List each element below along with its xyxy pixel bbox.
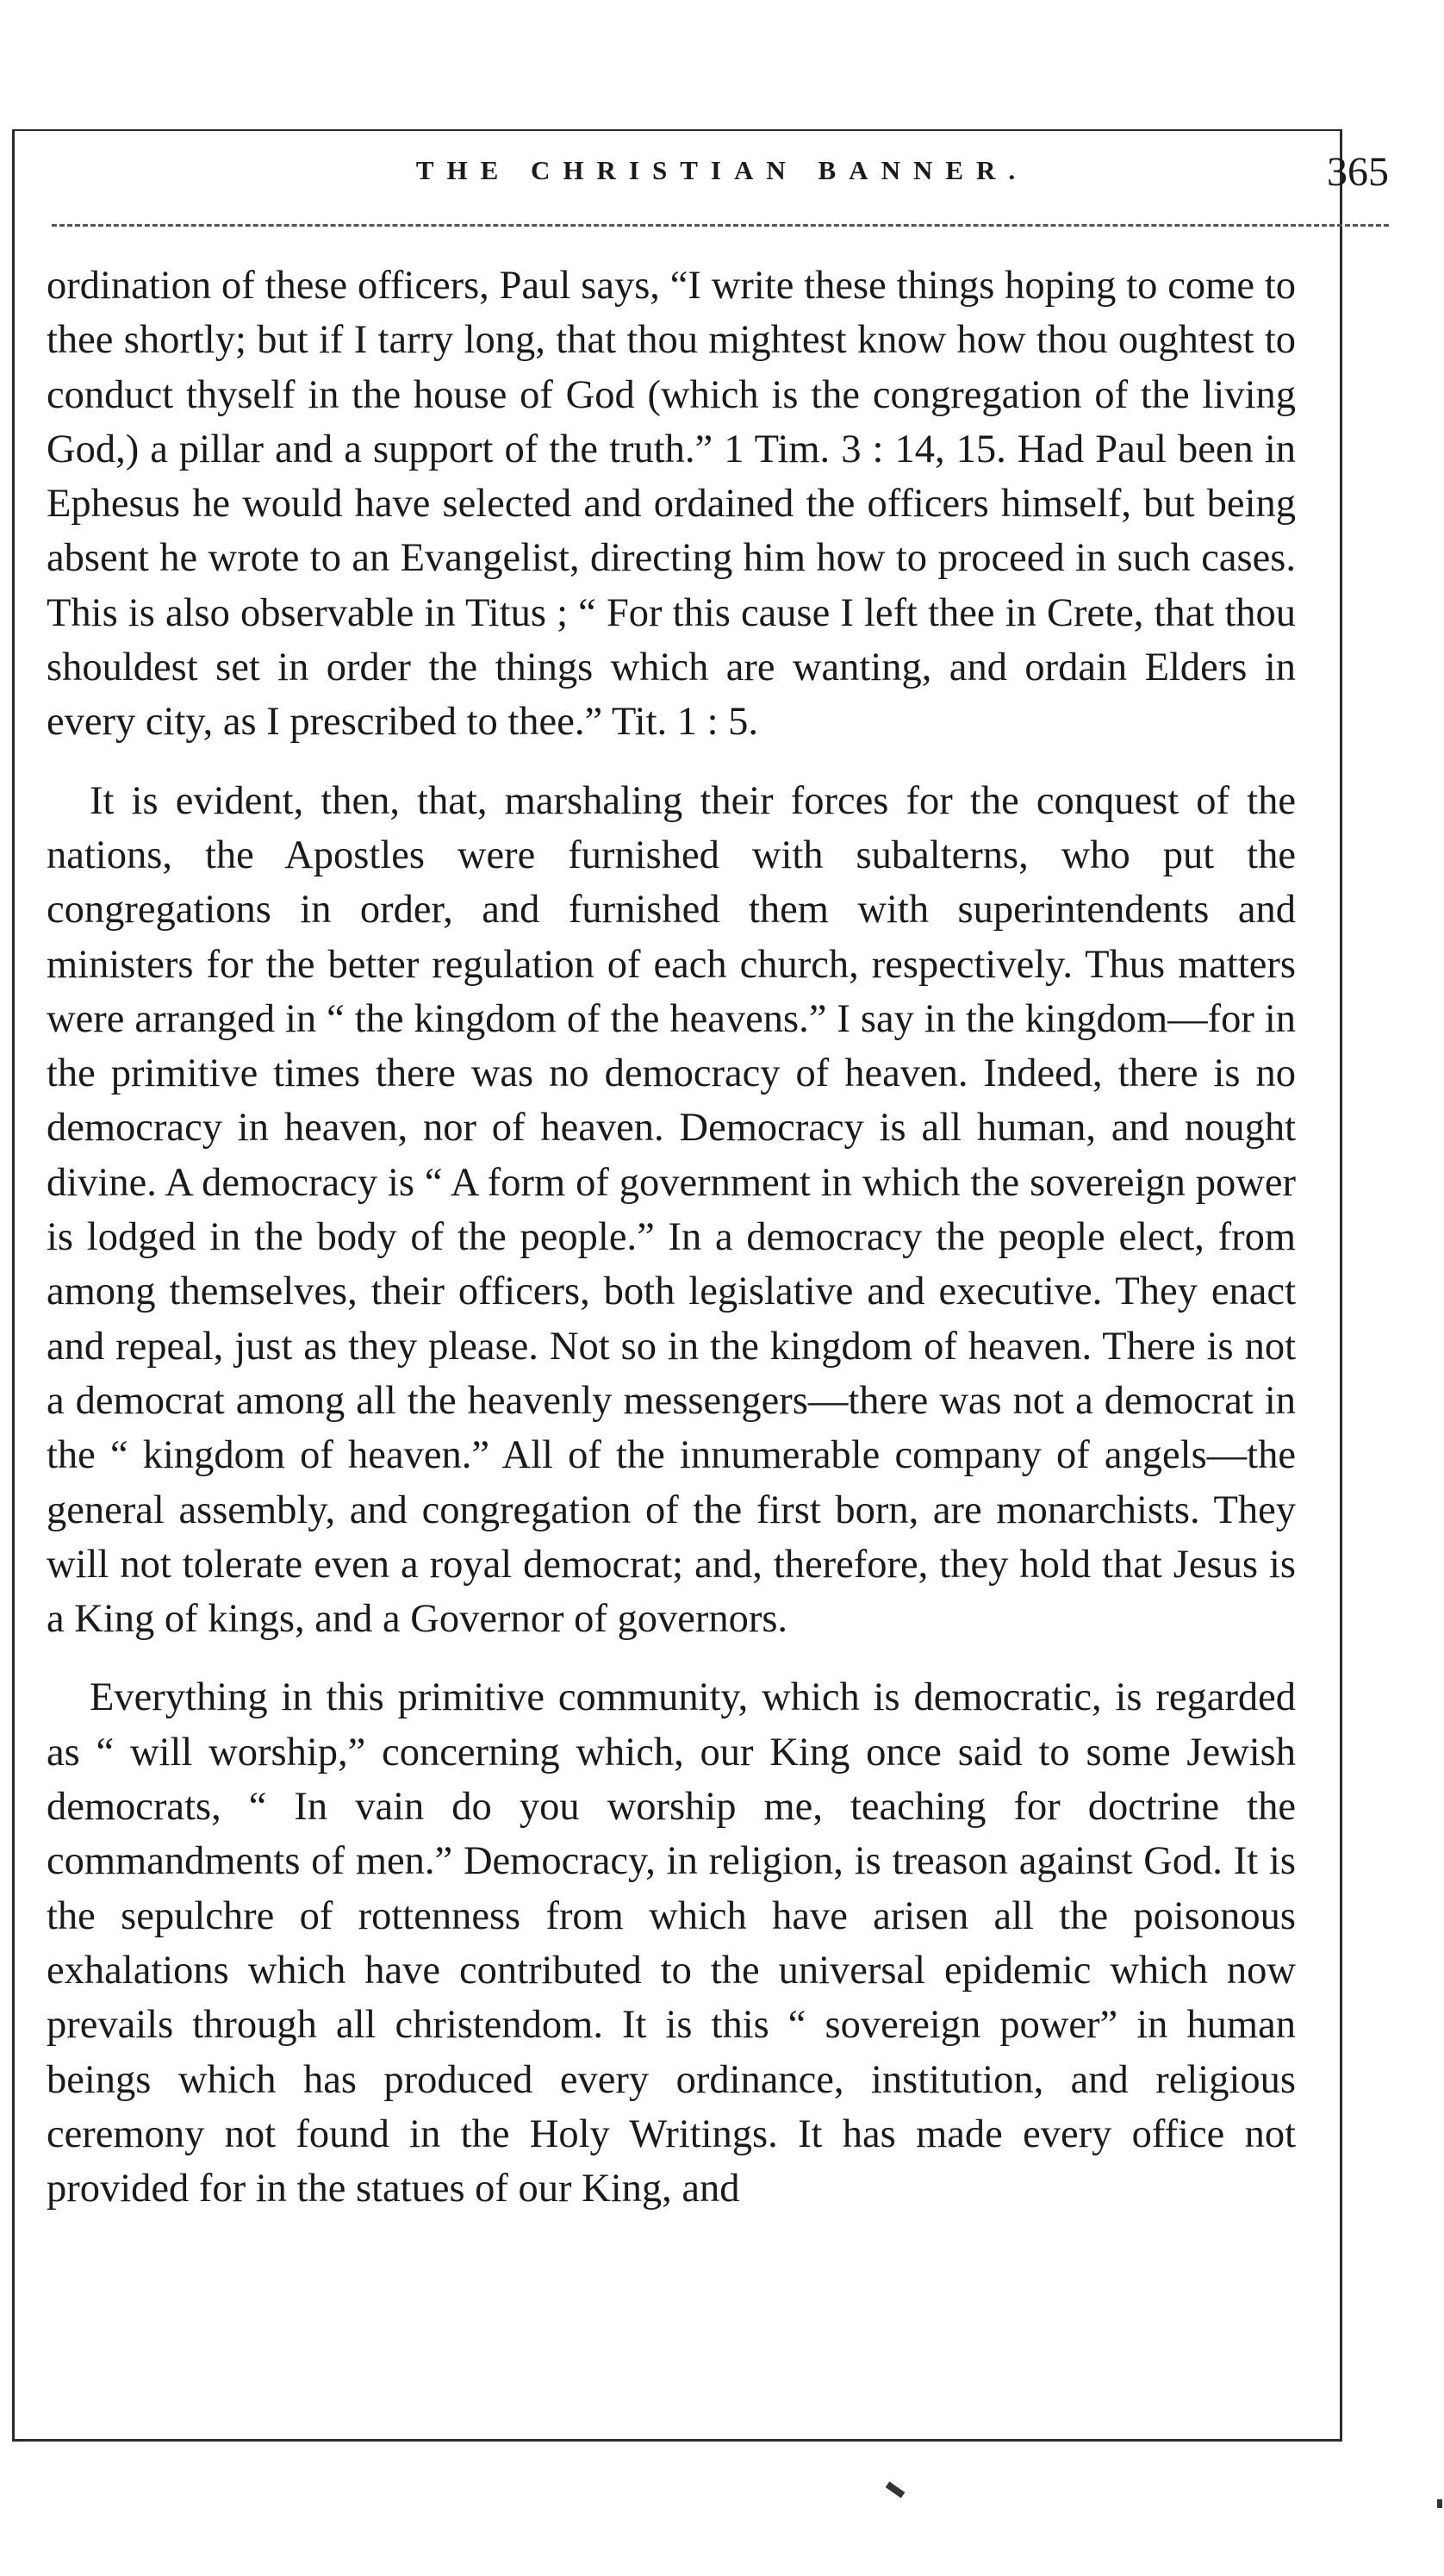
running-title: THE CHRISTIAN BANNER. — [415, 155, 1029, 185]
paragraph-2: It is evident, then, that, marshaling their forces for the conquest of the nations, the Apostles were furnished with subalterns, who put the congregations in order, and furnished them with superintendents and ministers for the better regulation of each church, respectively. Thus matters were arranged in “ the kingdom of the heavens.” I say in the kingdom—for in the primitive times there was no democracy of heaven. Indeed, there is no democracy in heaven, nor of heaven. Democracy is all human, and nought divine. A democracy is “ A form of government in which the sovereign power is lodged in the body of the people.” In a democracy the people elect, from among themselves, their officers, both legislative and executive. They enact and repeal, just as they please. Not so in the kingdom of heaven. There is not a democrat among all the heavenly messengers—there was not a democrat in the “ kingdom of heaven.” All of the innumerable company of angels—the general assembly, and congregation of the first born, are monarchists. They will not tolerate even a royal democrat; and, therefore, they hold that Jesus is a King of kings, and a Governor of governors. — [47, 778, 1296, 1642]
body-text — [47, 259, 1296, 2240]
edge-ink-speck — [1437, 2499, 1442, 2508]
page-number: 365 — [1327, 149, 1389, 195]
running-header — [34, 148, 1410, 200]
paragraph-3: Everything in this primitive community, which is democratic, is regarded as “ will worship,” concerning which, our King once said to some Jewish democrats, “ In vain do you worship me, teaching for doctrine the commandments of men.” Democracy, in religion, is treason against God. It is the sepulchre of rottenness from which have arisen all the poisonous exhalations which have contributed to the universal epidemic which now prevails through all christendom. It is this “ sovereign power” in human beings which has produced every ordinance, institution, and religious ceremony not found in the Holy Writings. It has made every office not provided for in the statues of our King, and — [47, 1675, 1296, 2211]
paragraph-1: ordination of these officers, Paul says, “I write these things hoping to come to thee shortly; but if I tarry long, that thou mightest know how thou oughtest to conduct thyself in the house of God (which is the congregation of the living God,) a pillar and a support of the truth.” 1 Tim. 3 : 14, 15. Had Paul been in Ephesus he would have selected and ordained the officers himself, but being absent he wrote to an Evangelist, directing him how to proceed in such cases. This is also observable in Titus ; “ For this cause I left thee in Crete, that thou shouldest set in order the things which are wanting, and ordain Elders in every city, as I prescribed to thee.” Tit. 1 : 5. — [47, 264, 1296, 745]
stray-ink-mark — [886, 2481, 906, 2498]
header-rule — [52, 224, 1389, 227]
